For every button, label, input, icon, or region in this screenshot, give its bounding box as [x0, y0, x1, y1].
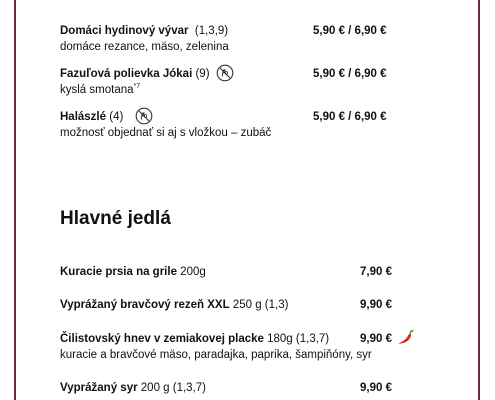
menu-item-title [60, 381, 206, 395]
allergen-codes: (1,3,9) [194, 25, 229, 37]
dish-description: domáce rezance, mäso, zelenina [60, 41, 229, 53]
dish-price: 5,90 € / 6,90 € [313, 68, 387, 80]
dish-price: 5,90 € / 6,90 € [313, 111, 387, 123]
dish-name: Domáci hydinový vývar [60, 25, 189, 37]
dish-price: 9,90 € [360, 333, 392, 345]
dish-description [60, 83, 140, 97]
menu-frame-right-border [478, 0, 480, 400]
allergen-footnote: *7 [133, 83, 141, 91]
dish-details: 250 g (1,3) [232, 299, 289, 311]
menu-item-title [60, 265, 206, 279]
gluten-free-icon [216, 64, 234, 82]
allergen-codes: (4) [109, 111, 124, 123]
dish-price: 9,90 € [360, 299, 392, 311]
menu-item-title [60, 24, 228, 38]
menu-item-title [60, 67, 210, 81]
section-title-main-dishes: Hlavné jedlá [60, 208, 171, 229]
dish-name: Vyprážaný bravčový rezeň XXL [60, 299, 230, 311]
description-text: kyslá smotana [60, 84, 134, 96]
dish-name: Fazuľová polievka Jókai [60, 68, 193, 80]
dish-details: 200 g (1,3,7) [140, 382, 206, 394]
menu-item-title [60, 332, 329, 346]
dish-description: kuracie a bravčové mäso, paradajka, paprika, šampiňóny, syr [60, 349, 372, 361]
dish-name: Čilistovský hnev v zemiakovej placke [60, 333, 264, 345]
dish-name: Vyprážaný syr [60, 382, 138, 394]
dish-details: 180g (1,3,7) [267, 333, 330, 345]
chili-pepper-icon [396, 329, 416, 345]
gluten-free-icon [135, 107, 153, 125]
dish-name: Halászlé [60, 111, 107, 123]
menu-item-title [60, 110, 123, 124]
dish-details: 200g [180, 266, 206, 278]
menu-item-title [60, 298, 288, 312]
allergen-codes: (9) [195, 68, 210, 80]
dish-price: 7,90 € [360, 266, 392, 278]
dish-price: 5,90 € / 6,90 € [313, 25, 387, 37]
dish-name: Kuracie prsia na grile [60, 266, 177, 278]
menu-frame-left-border [14, 0, 16, 400]
dish-description: možnosť objednať si aj s vložkou – zubáč [60, 127, 272, 139]
dish-price: 9,90 € [360, 382, 392, 394]
